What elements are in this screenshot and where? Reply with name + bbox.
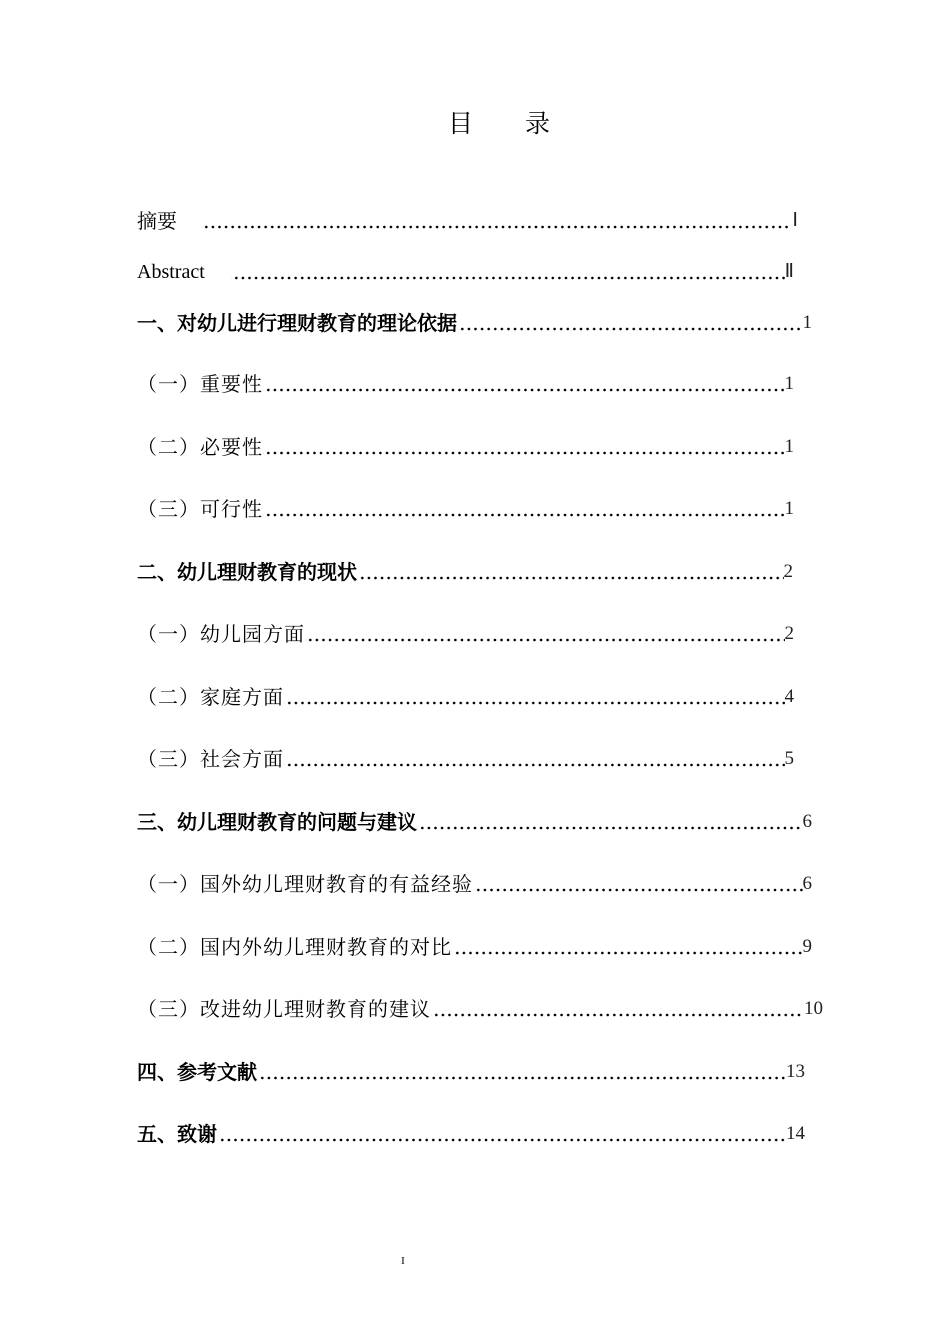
toc-entry-page: 1 [802, 312, 812, 333]
toc-leader-dots [357, 557, 784, 587]
toc-entry-page: 6 [802, 873, 812, 894]
page-number-footer: I [401, 1255, 405, 1267]
toc-entry-section-3-1[interactable] [137, 869, 812, 899]
toc-entry-label: （三）社会方面 [137, 747, 284, 771]
toc-entry-label: （三）可行性 [137, 497, 263, 521]
toc-entry-abstract-en[interactable] [137, 257, 794, 287]
toc-entry-section-3[interactable] [137, 807, 812, 837]
toc-entry-label: 四、参考文献 [137, 1060, 257, 1084]
toc-entry-section-4[interactable] [137, 1057, 805, 1087]
toc-leader-dots [452, 932, 803, 962]
toc-entry-section-1-2[interactable] [137, 432, 794, 462]
toc-entry-page: 5 [784, 748, 794, 769]
toc-leader-dots [417, 807, 803, 837]
toc-entry-page: 6 [802, 811, 812, 832]
toc-entry-label: （一）重要性 [137, 372, 263, 396]
toc-entry-label: 五、致谢 [137, 1122, 217, 1146]
toc-leader-dots [263, 369, 785, 399]
toc-entry-page: 14 [786, 1123, 805, 1144]
toc-entry-page: 9 [802, 936, 812, 957]
toc-entry-section-2-1[interactable] [137, 619, 794, 649]
toc-entry-label: 摘要 [137, 209, 177, 233]
toc-entry-section-1[interactable] [137, 308, 812, 338]
toc-entry-page: 2 [784, 623, 794, 644]
toc-entry-label: Abstract [137, 261, 205, 283]
toc-entry-section-2-3[interactable] [137, 744, 794, 774]
toc-entry-page: Ⅱ [784, 261, 794, 282]
toc-leader-dots [263, 494, 785, 524]
toc-entry-abstract-cn[interactable] [137, 206, 798, 236]
toc-entry-label: （一）国外幼儿理财教育的有益经验 [137, 872, 473, 896]
toc-entry-page: 1 [784, 498, 794, 519]
toc-leader-dots [305, 619, 785, 649]
toc-entry-page: 2 [783, 561, 793, 582]
toc-entry-section-5[interactable] [137, 1119, 805, 1149]
toc-entry-page: 1 [784, 436, 794, 457]
toc-entry-label: （一）幼儿园方面 [137, 622, 305, 646]
toc-entry-section-3-3[interactable] [137, 994, 823, 1024]
toc-entry-section-2-2[interactable] [137, 682, 794, 712]
toc-entry-page: 1 [784, 373, 794, 394]
toc-leader-dots [431, 994, 804, 1024]
toc-entry-page: 13 [786, 1061, 805, 1082]
toc-entry-label: （二）必要性 [137, 435, 263, 459]
toc-entry-page: 10 [804, 998, 823, 1019]
toc-leader-dots [201, 206, 788, 236]
toc-entry-label: 三、幼儿理财教育的问题与建议 [137, 810, 417, 834]
toc-entry-label: （二）国内外幼儿理财教育的对比 [137, 935, 452, 959]
toc-leader-dots [284, 682, 785, 712]
toc-entry-label: （三）改进幼儿理财教育的建议 [137, 997, 431, 1021]
toc-entry-section-3-2[interactable] [137, 932, 812, 962]
toc-entry-page: Ⅰ [792, 210, 798, 231]
toc-title: 目 录 [448, 109, 572, 138]
toc-leader-dots [473, 869, 803, 899]
toc-leader-dots [231, 257, 785, 287]
toc-leader-dots [263, 432, 785, 462]
toc-entry-label: 二、幼儿理财教育的现状 [137, 560, 357, 584]
toc-leader-dots [217, 1119, 786, 1149]
toc-entry-label: 一、对幼儿进行理财教育的理论依据 [137, 311, 457, 335]
toc-leader-dots [284, 744, 785, 774]
toc-entry-section-1-1[interactable] [137, 369, 794, 399]
toc-entry-page: 4 [784, 686, 794, 707]
toc-entry-section-1-3[interactable] [137, 494, 794, 524]
toc-leader-dots [457, 308, 803, 338]
toc-entry-label: （二）家庭方面 [137, 685, 284, 709]
toc-entry-section-2[interactable] [137, 557, 793, 587]
toc-leader-dots [257, 1057, 786, 1087]
